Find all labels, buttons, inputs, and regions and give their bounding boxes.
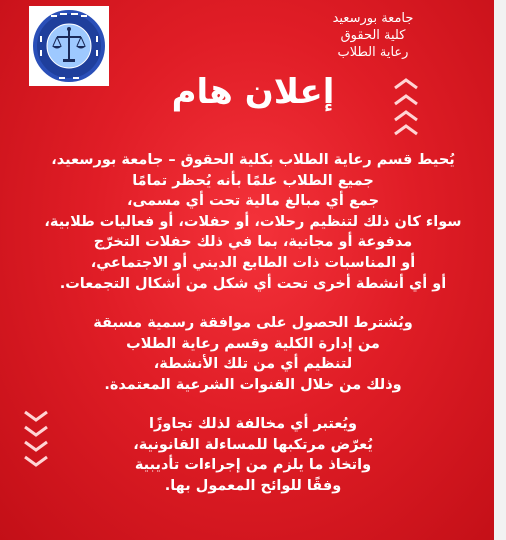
notice-line: لتنظيم أي من تلك الأنشطة، <box>153 356 353 373</box>
department-name: رعاية الطلاب <box>337 45 409 60</box>
notice-line: وذلك من خلال القنوات الشرعية المعتمدة. <box>104 376 402 393</box>
notice-line: أو أي أنشطة أخرى تحت أي شكل من أشكال التجمعات. <box>59 275 447 292</box>
announcement-title: إعلان هام <box>171 72 335 112</box>
chevron-up-icon <box>392 76 420 136</box>
notice-line: واتخاذ ما يلزم من إجراءات تأديبية <box>134 457 372 474</box>
faculty-name: كلية الحقوق <box>340 28 406 43</box>
notice-paragraph-1 <box>14 150 492 294</box>
notice-line: مدفوعة أو مجانية، بما في ذلك حفلات التخرّج <box>93 234 413 251</box>
notice-line: جميع الطلاب علمًا بأنه يُحظر تمامًا <box>132 172 374 189</box>
notice-line: يُحيط قسم رعاية الطلاب بكلية الحقوق – جامعة بورسعيد، <box>51 152 455 168</box>
notice-line: ويُعتبر أي مخالفة لذلك تجاوزًا <box>149 416 357 432</box>
notice-paragraph-3 <box>14 414 492 496</box>
notice-line: ويُشترط الحصول على موافقة رسمية مسبقة <box>93 315 413 331</box>
notice-line: وفقًا للوائح المعمول بها. <box>164 477 342 494</box>
notice-line: جمع أي مبالغ مالية تحت أي مسمى، <box>126 193 380 210</box>
chevron-down-icon <box>22 410 50 470</box>
notice-line: من إدارة الكلية وقسم رعاية الطلاب <box>126 335 380 352</box>
notice-paragraph-2 <box>14 313 492 395</box>
notice-line: أو المناسبات ذات الطابع الديني أو الاجتماعي، <box>90 254 416 271</box>
university-name: جامعة بورسعيد <box>332 11 414 26</box>
notice-line: يُعرّض مرتكبها للمساءلة القانونية، <box>133 436 373 453</box>
notice-line: سواء كان ذلك لتنظيم رحلات، أو حفلات، أو فعاليات طلابية، <box>44 213 462 230</box>
institution-header <box>303 10 443 61</box>
